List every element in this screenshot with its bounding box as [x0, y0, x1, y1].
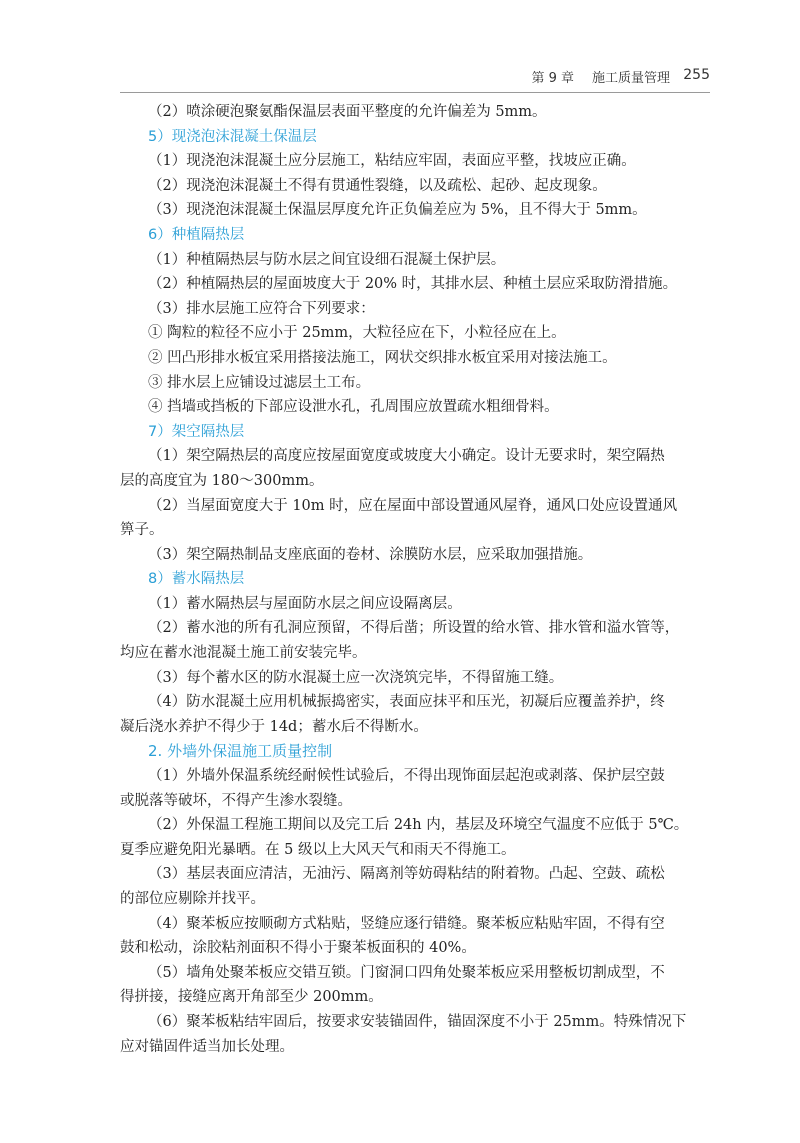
paragraph-line: （2）现浇泡沫混凝土不得有贯通性裂缝，以及疏松、起砂、起皮现象。 — [148, 177, 607, 194]
paragraph-line: 得拼接，接缝应离开角部至少 200mm。 — [120, 989, 383, 1006]
paragraph-line: （6）聚苯板粘结牢固后，按要求安装锚固件，锚固深度不小于 25mm。特殊情况下 — [148, 1013, 687, 1030]
paragraph-line: （2）当屋面宽度大于 10m 时，应在屋面中部设置通风屋脊，通风口处应设置通风 — [148, 497, 678, 514]
paragraph-line: 的部位应剔除并找平。 — [120, 891, 265, 907]
chapter-title: 施工质量管理 — [591, 71, 670, 86]
paragraph-line: 层的高度宜为 180～300mm。 — [120, 472, 324, 489]
paragraph-line: （1）外墙外保温系统经耐候性试验后，不得出现饰面层起泡或剥落、保护层空鼓 — [148, 768, 665, 785]
paragraph-line: （2）外保温工程施工期间以及完工后 24h 内，基层及环境空气温度不应低于 5℃。 — [148, 817, 689, 834]
paragraph-line: 凝后浇水养护不得少于 14d；蓄水后不得断水。 — [120, 718, 428, 735]
paragraph-line: （1）蓄水隔热层与屋面防水层之间应设隔离层。 — [148, 595, 462, 612]
paragraph-line: 或脱落等破坏，不得产生渗水裂缝。 — [120, 792, 352, 809]
paragraph-line: ① 陶粒的粒径不应小于 25mm，大粒径应在下，小粒径应在上。 — [148, 325, 566, 342]
paragraph-line: （3）架空隔热制品支座底面的卷材、涂膜防水层，应采取加强措施。 — [148, 546, 593, 563]
paragraph-line: 鼓和松动，涂胶粘剂面积不得小于聚苯板面积的 40%。 — [120, 940, 476, 957]
paragraph-line: （3）现浇泡沫混凝土保温层厚度允许正负偏差应为 5%，且不得大于 5mm。 — [148, 202, 647, 219]
section-heading: 5）现浇泡沫混凝土保温层 — [148, 128, 317, 145]
paragraph-line: （3）每个蓄水区的防水混凝土应一次浇筑完毕，不得留施工缝。 — [148, 669, 564, 686]
section-heading: 6）种植隔热层 — [148, 226, 245, 243]
section-heading: 2. 外墙外保温施工质量控制 — [148, 742, 333, 761]
paragraph-line: （3）排水层施工应符合下列要求： — [148, 300, 375, 317]
chapter-label: 第 9 章 — [531, 71, 574, 86]
paragraph-line: （4）防水混凝土应用机械振捣密实，表面应抹平和压光，初凝后应覆盖养护，终 — [148, 694, 665, 711]
paragraph-line: 应对锚固件适当加长处理。 — [120, 1038, 294, 1055]
section-heading: 7）架空隔热层 — [148, 423, 245, 440]
paragraph-line: （1）种植隔热层与防水层之间宜设细石混凝土保护层。 — [148, 251, 506, 268]
paragraph-line: 夏季应避免阳光暴晒。在 5 级以上大风天气和雨天不得施工。 — [120, 841, 516, 858]
paragraph-line: （5）墙角处聚苯板应交错互锁。门窗洞口四角处聚苯板应采用整板切割成型，不 — [148, 964, 665, 981]
page-header — [120, 62, 710, 93]
page-number: 255 — [683, 67, 710, 83]
body-text — [120, 100, 720, 1059]
paragraph-line: （2）种植隔热层的屋面坡度大于 20% 时，其排水层、种植土层应采取防滑措施。 — [148, 276, 678, 293]
paragraph-line: （1）架空隔热层的高度应按屋面宽度或坡度大小确定。设计无要求时，架空隔热 — [148, 448, 665, 465]
paragraph-line: （4）聚苯板应按顺砌方式粘贴，竖缝应逐行错缝。聚苯板应粘贴牢固，不得有空 — [148, 915, 665, 932]
paragraph-line: ④ 挡墙或挡板的下部应设泄水孔，孔周围应放置疏水粗细骨料。 — [148, 399, 559, 416]
paragraph-line: 箅子。 — [120, 522, 164, 539]
paragraph-line: （3）基层表面应清洁，无油污、隔离剂等妨碍粘结的附着物。凸起、空鼓、疏松 — [148, 866, 665, 883]
paragraph-line: 均应在蓄水池混凝土施工前安装完毕。 — [120, 645, 367, 662]
paragraph-line: ③ 排水层上应铺设过滤层土工布。 — [148, 374, 371, 391]
paragraph-line: （2）蓄水池的所有孔洞应预留，不得后凿；所设置的给水管、排水管和溢水管等， — [148, 620, 680, 637]
paragraph-line: ② 凹凸形排水板宜采用搭接法施工，网状交织排水板宜采用对接法施工。 — [148, 349, 617, 366]
paragraph-line: （2）喷涂硬泡聚氨酯保温层表面平整度的允许偏差为 5mm。 — [148, 104, 547, 120]
paragraph-line: （1）现浇泡沫混凝土应分层施工，粘结应牢固，表面应平整，找坡应正确。 — [148, 153, 636, 170]
section-heading: 8）蓄水隔热层 — [148, 571, 245, 588]
